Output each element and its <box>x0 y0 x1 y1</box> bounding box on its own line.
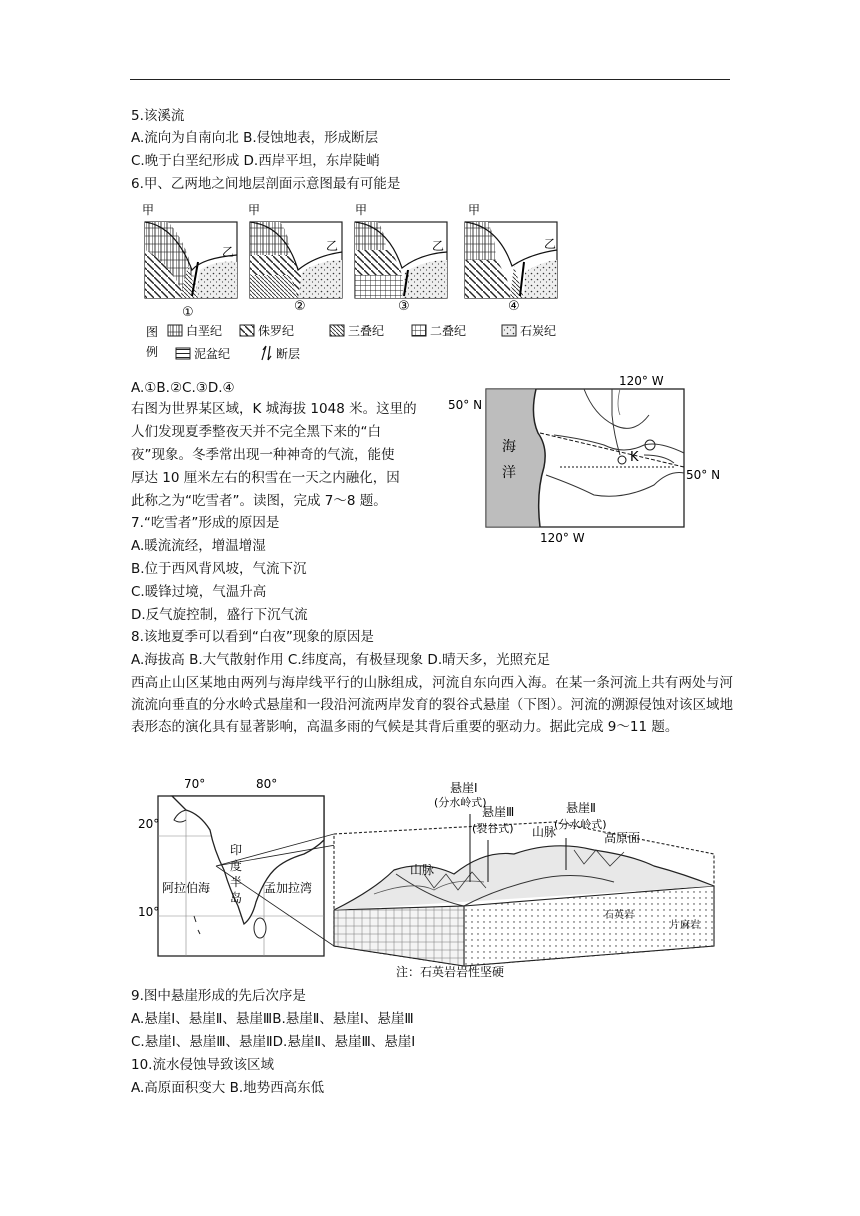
cliff3-label: 悬崖Ⅲ <box>482 805 515 819</box>
quartzite-label: 石英岩 <box>604 910 634 921</box>
mountain-mid-label: 山脉 <box>532 825 557 839</box>
panel1-yi-label: 乙 <box>222 245 235 259</box>
legend-carboniferous: 石炭纪 <box>520 324 557 338</box>
q9-stem: 9.图中悬崖形成的先后次序是 <box>131 988 306 1004</box>
india-label-2: 度 <box>230 859 243 873</box>
western-ghats-figure <box>134 770 734 980</box>
map2-lon1: 70° <box>184 777 206 791</box>
cliff2-type: (分水岭式) <box>554 818 607 831</box>
panel1-jia-label: 甲 <box>142 203 155 217</box>
legend-jurassic: 侏罗纪 <box>258 324 295 338</box>
city-k-label: K <box>630 450 639 465</box>
panel2-jia-label: 甲 <box>248 203 261 217</box>
q9-options-cd: C.悬崖Ⅰ、悬崖Ⅲ、悬崖ⅡD.悬崖Ⅱ、悬崖Ⅲ、悬崖Ⅰ <box>131 1034 416 1050</box>
q6-options: A.①B.②C.③D.④ <box>131 380 235 396</box>
q8-stem: 8.该地夏季可以看到“白夜”现象的原因是 <box>131 629 374 645</box>
panel3-jia-label: 甲 <box>355 203 368 217</box>
legend-cretaceous: 白垩纪 <box>186 324 223 338</box>
q5-stem: 5.该溪流 <box>131 108 185 124</box>
map2-lat1: 20° <box>138 817 160 831</box>
panel3-yi-label: 乙 <box>432 239 445 253</box>
legend-fault: 断层 <box>276 347 301 361</box>
cliff3-type: (裂谷式) <box>472 822 514 835</box>
city-k-marker <box>618 456 626 464</box>
india-label-1: 印 <box>230 843 243 857</box>
section-panel-1 <box>145 222 237 298</box>
map2-lat2: 10° <box>138 905 160 919</box>
q10-stem: 10.流水侵蚀导致该区域 <box>131 1057 274 1073</box>
panel4-jia-label: 甲 <box>468 203 481 217</box>
q5-options-ab: A.流向为自南向北 B.侵蚀地表，形成断层 <box>131 130 379 146</box>
cliff1-label: 悬崖Ⅰ <box>450 781 478 795</box>
legend-triassic: 三叠纪 <box>348 324 385 338</box>
lon-bottom-label: 120° W <box>540 531 585 545</box>
cliff-block-diagram <box>334 780 714 979</box>
q6-stem: 6.甲、乙两地之间地层剖面示意图最有可能是 <box>131 176 401 192</box>
q8-options: A.海拔高 B.大气散射作用 C.纬度高，有极昼现象 D.晴天多，光照充足 <box>131 652 551 668</box>
legend-permian: 二叠纪 <box>430 324 467 338</box>
section-panel-4 <box>465 222 557 298</box>
lon-top-label: 120° W <box>619 375 664 388</box>
cliff1-type: (分水岭式) <box>434 796 487 809</box>
panel-number-4: ④ <box>508 299 520 314</box>
q5-options-cd: C.晚于白垩纪形成 D.西岸平坦，东岸陡峭 <box>131 153 380 169</box>
panel2-yi-label: 乙 <box>326 239 339 253</box>
panel-number-2: ② <box>294 299 306 314</box>
section-panel-2 <box>250 222 342 298</box>
india-label-4: 岛 <box>230 891 243 905</box>
intro-7-8-line-2: 人们发现夏季整夜天并不完全黑下来的“白 <box>131 424 381 440</box>
mountain-left-label: 山脉 <box>410 863 435 877</box>
map2-lon2: 80° <box>256 777 278 791</box>
intro-9-11: 西高止山区某地由两列与海岸线平行的山脉组成，河流自东向西入海。在某一条河流上共有两处与河流流向垂直的分水岭式悬崖和一段沿河流两岸发育的裂谷式悬崖（下图）。河流的溯源侵蚀对该区域地表形态的演化具有显著影响，高温多雨的气候是其背后重要的驱动力。据此完成 9～11 题。 <box>131 675 733 735</box>
legend-title-1: 图 <box>146 325 159 339</box>
panel-number-1: ① <box>182 305 194 320</box>
intro-7-8-line-4: 厚达 10 厘米左右的积雪在一天之内融化，因 <box>131 470 400 486</box>
q7-option-d: D.反气旋控制，盛行下沉气流 <box>131 607 308 623</box>
figure-note: 注：石英岩岩性坚硬 <box>396 965 505 979</box>
q7-option-c: C.暖锋过境，气温升高 <box>131 584 267 600</box>
strata-section-figure <box>140 200 590 370</box>
intro-7-8-line-1: 右图为世界某区域，K 城海拔 1048 米。这里的 <box>131 401 417 417</box>
section-panel-3 <box>355 222 447 298</box>
north-america-region-map <box>444 375 734 545</box>
q7-stem: 7.“吃雪者”形成的原因是 <box>131 515 280 531</box>
india-label-3: 半 <box>230 875 243 889</box>
bay-of-bengal-label: 孟加拉湾 <box>264 881 313 895</box>
q9-options-ab: A.悬崖Ⅰ、悬崖Ⅱ、悬崖ⅢB.悬崖Ⅱ、悬崖Ⅰ、悬崖Ⅲ <box>131 1011 414 1027</box>
india-locator-map <box>138 777 324 956</box>
ocean-label-1: 海 <box>502 439 516 455</box>
panel-number-3: ③ <box>398 299 410 314</box>
lat-right-label: 50° N <box>686 468 721 482</box>
panel4-yi-label: 乙 <box>544 237 557 251</box>
legend-title-2: 例 <box>146 345 159 359</box>
strata-legend <box>146 323 556 361</box>
q10-options-ab: A.高原面积变大 B.地势西高东低 <box>131 1080 325 1096</box>
cliff2-label: 悬崖Ⅱ <box>566 801 596 815</box>
intro-7-8-line-3: 夜”现象。冬季常出现一种神奇的气流，能使 <box>131 447 395 463</box>
q7-option-a: A.暖流流经，增温增湿 <box>131 538 266 554</box>
plateau-label: 高原面 <box>604 831 641 845</box>
legend-devonian: 泥盆纪 <box>194 347 231 361</box>
lat-left-label: 50° N <box>448 398 483 412</box>
arabian-sea-label: 阿拉伯海 <box>162 881 211 895</box>
gneiss-label: 片麻岩 <box>670 920 700 931</box>
intro-7-8-line-5: 此称之为“吃雪者”。读图，完成 7～8 题。 <box>131 493 387 509</box>
q7-option-b: B.位于西风背风坡，气流下沉 <box>131 561 307 577</box>
header-rule <box>130 79 730 80</box>
fault-symbol-icon <box>262 346 271 360</box>
ocean-label-2: 洋 <box>502 465 516 481</box>
